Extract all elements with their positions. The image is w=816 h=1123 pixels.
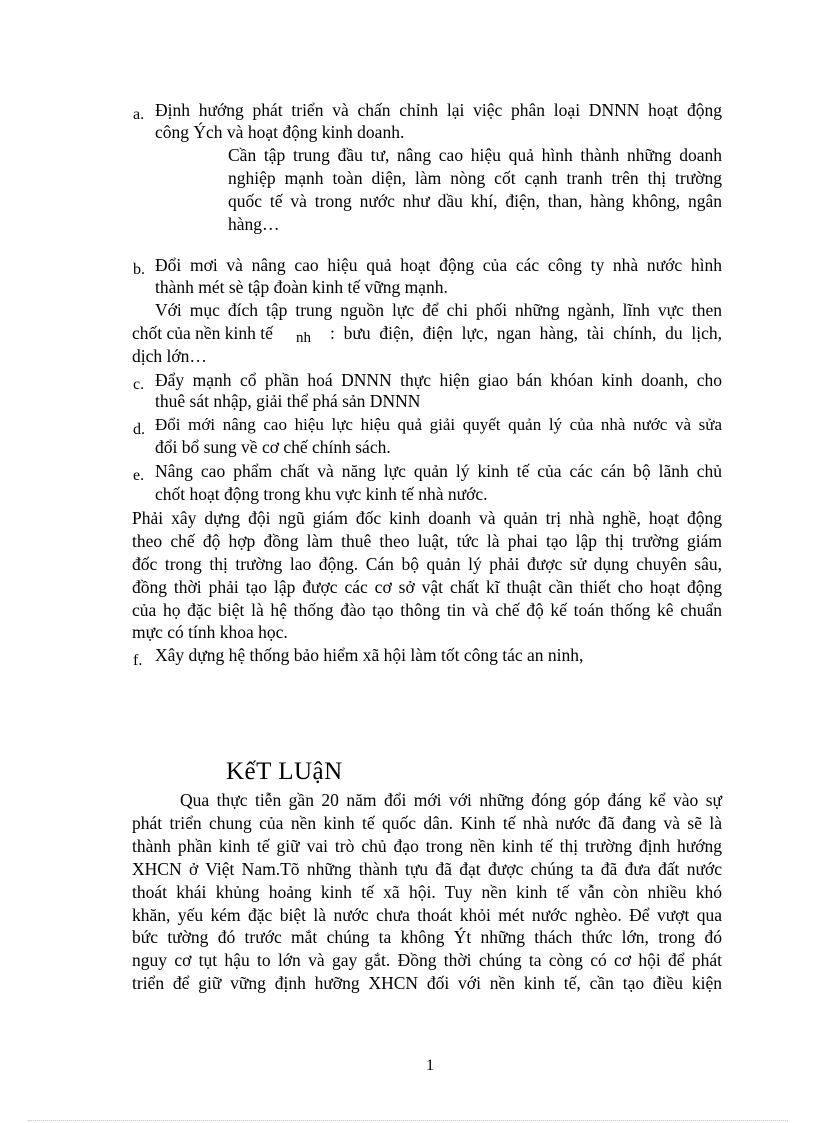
item-c-line-2: thuê sát nhập, giải thể phá sản DNNN xyxy=(155,391,421,411)
list-label-c: c. xyxy=(133,376,145,393)
page-bottom-divider xyxy=(28,1120,788,1121)
item-b-para-subscript: nh xyxy=(296,330,311,346)
item-a-line-1: Định hướng phát triển và chấn chỉnh lại việc phân loại DNNN hoạt động xyxy=(155,100,722,120)
page-number: 1 xyxy=(426,1057,434,1074)
item-b-para-line-2a: chốt của nền kinh tế xyxy=(132,323,273,343)
para-e-line-2: theo chế độ hợp đồng làm thuê theo luật, tức là phai tạo lập thị trường giám xyxy=(132,531,722,551)
conclusion-heading: KếT LUậN xyxy=(226,758,343,785)
item-e-line-1: Nâng cao phẩm chất và năng lực quản lý kinh tế của các cán bộ lãnh chủ xyxy=(155,461,722,481)
conclusion-line-7: bức tường đó trước mắt chúng ta không Ýt những thách thức lớn, trong đó xyxy=(132,927,722,947)
conclusion-line-4: XHCN ở Việt Nam.Tõ những thành tựu đã đạt được chúng ta đã đưa đất nước xyxy=(132,859,722,879)
list-label-e: e. xyxy=(133,467,145,484)
item-b-para-line-1: Với mục đích tập trung nguồn lực để chi phối những ngành, lĩnh vực then xyxy=(155,300,722,320)
para-e-line-5: của họ đặc biệt là hệ thống đào tạo thông tin và chế độ kế toán thống kê chuẩn xyxy=(132,600,722,620)
list-label-d: d. xyxy=(133,421,145,438)
item-d-line-1: Đổi mới nâng cao hiệu lực hiệu quả giải quyết quản lý của nhà nước và sửa xyxy=(155,415,722,434)
conclusion-line-6: khăn, yếu kém đặc biệt là nước chưa thoát khỏi mét nước nghèo. Để vượt qua xyxy=(132,905,722,925)
list-label-f: f. xyxy=(133,652,143,669)
item-f-line-1: Xây dựng hệ thống bảo hiểm xã hội làm tốt công tác an ninh, xyxy=(155,645,584,665)
item-a-sub-line-3: quốc tế và trong nước như dầu khí, điện, than, hàng không, ngân xyxy=(228,191,722,211)
list-label-b: b. xyxy=(133,261,145,278)
item-c-line-1: Đẩy mạnh cổ phần hoá DNNN thực hiện giao bán khóan kinh doanh, cho xyxy=(155,370,722,390)
conclusion-line-2: phát triển chung của nền kinh tế quốc dân. Kinh tế nhà nước đã đang và sẽ là xyxy=(132,813,722,833)
conclusion-line-1: Qua thực tiễn gần 20 năm đổi mới với những đóng góp đáng kể vào sự xyxy=(180,790,722,810)
item-b-line-2: thành mét sè tập đoàn kinh tế vững mạnh. xyxy=(155,277,448,297)
item-b-para-line-2b: : bưu điện, điện lực, ngan hàng, tài chính, du lịch, xyxy=(330,323,722,343)
item-a-sub-line-1: Cần tập trung đầu tư, nâng cao hiệu quả hình thành những doanh xyxy=(228,145,722,165)
conclusion-line-9: triển để giữ vững định hưỡng XHCN đối với nền kinh tế, cần tạo điều kiện xyxy=(132,973,722,993)
item-b-para-line-3: dịch lớn… xyxy=(132,346,207,366)
conclusion-line-3: thành phần kinh tế giữ vai trò chủ đạo trong nền kinh tế thị trường định hướng xyxy=(132,836,722,856)
item-a-sub-line-4: hàng… xyxy=(228,214,280,234)
list-label-a: a. xyxy=(133,106,145,123)
item-e-line-2: chốt hoạt động trong khu vực kinh tế nhà nước. xyxy=(155,484,488,504)
para-e-line-4: đồng thời phải tạo lập được các cơ sở vật chất kĩ thuật cần thiết cho hoạt động xyxy=(132,577,722,597)
conclusion-line-5: thoát khái khủng hoảng kinh tế xã hội. Tuy nền kinh tế vẫn còn nhiều khó xyxy=(132,882,722,902)
item-b-line-1: Đổi mơi và nâng cao hiệu quả hoạt động của các công ty nhà nước hình xyxy=(155,255,722,275)
para-e-line-3: đốc trong thị trường lao động. Cán bộ quản lý phải được sử dụng chuyên sâu, xyxy=(132,554,722,574)
conclusion-line-8: nguy cơ tụt hậu to lớn và gay gắt. Đồng thời chúng ta còng có cơ hội để phát xyxy=(132,950,722,970)
para-e-line-6: mực có tính khoa học. xyxy=(132,622,288,642)
item-a-line-2: công Ých và hoạt động kinh doanh. xyxy=(155,122,405,142)
item-a-sub-line-2: nghiệp mạnh toàn diện, làm nòng cốt cạnh tranh trên thị trường xyxy=(228,168,722,188)
para-e-line-1: Phải xây dựng đội ngũ giám đốc kinh doanh và quản trị nhà nghề, hoạt động xyxy=(132,508,722,528)
item-d-line-2: đổi bổ sung về cơ chế chính sách. xyxy=(155,437,391,457)
